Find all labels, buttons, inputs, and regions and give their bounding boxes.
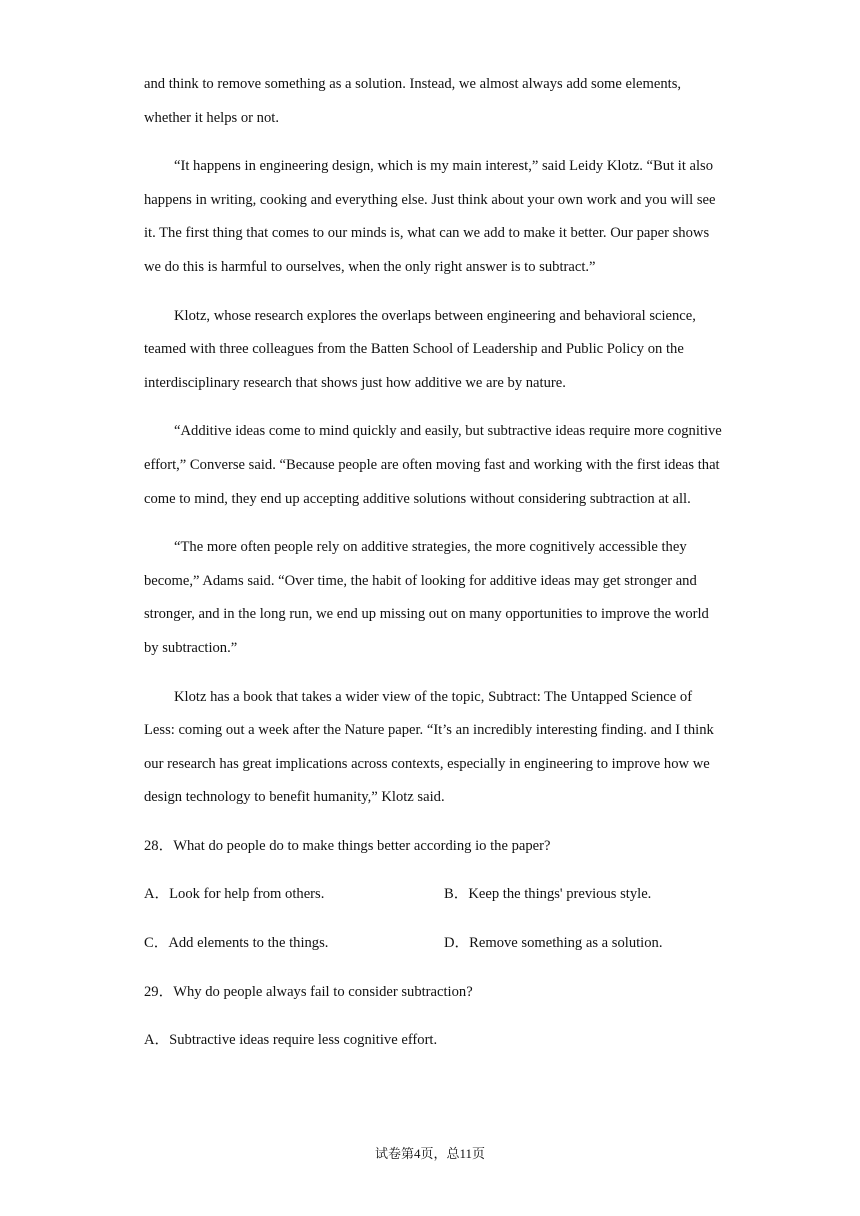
question-28-stem: 28．What do people do to make things better according io the paper?	[144, 837, 551, 854]
question-29-option-a: A．Subtractive ideas require less cognitive effort.	[144, 1032, 438, 1049]
question-29-stem: 29．Why do people always fail to consider subtraction?	[144, 983, 473, 1000]
paragraph-4: “Additive ideas come to mind quickly and easily, but subtractive ideas require more cognitive effort,” Converse said. “Because people are often moving fast and working with the first ideas that come to mind, they end up accepting additive solutions without considering subtraction at all.	[144, 423, 722, 507]
question-28-options-row-1	[144, 878, 724, 912]
question-28-options-row-2	[144, 927, 724, 961]
passage-content	[144, 68, 724, 1058]
question-28-option-c: C．Add elements to the things.	[144, 935, 329, 952]
page-footer: 试卷第4页，总11页	[374, 1146, 486, 1161]
paragraph-6: Klotz has a book that takes a wider view of the topic, Subtract: The Untapped Science of Less: coming out a week after the Nature paper. “It’s an incredibly interesting finding. and I think our research has great implications across contexts, especially in engineering to improve how we design technology to benefit humanity,” Klotz said.	[144, 688, 714, 806]
paragraph-1: and think to remove something as a solution. Instead, we almost always add some elements, whether it helps or not.	[144, 76, 682, 126]
paragraph-5: “The more often people rely on additive strategies, the more cognitively accessible they become,” Adams said. “Over time, the habit of looking for additive ideas may get stronger and stronger, and in the long run, we end up missing out on many opportunities to improve the world by subtraction.”	[144, 539, 709, 656]
question-28-option-b: B．Keep the things' previous style.	[444, 886, 652, 903]
question-28-option-d: D．Remove something as a solution.	[444, 935, 663, 952]
paragraph-3: Klotz, whose research explores the overlaps between engineering and behavioral science, teamed with three colleagues from the Batten School of Leadership and Public Policy on the interdisciplinary research that shows just how additive we are by nature.	[144, 307, 696, 391]
question-28-option-a: A．Look for help from others.	[144, 886, 325, 903]
paragraph-2: “It happens in engineering design, which is my main interest,” said Leidy Klotz. “But it also happens in writing, cooking and everything else. Just think about your own work and you will see it. The first thing that comes to our minds is, what can we add to make it better. Our paper shows we do this is harmful to ourselves, when the only right answer is to subtract.”	[144, 158, 716, 275]
